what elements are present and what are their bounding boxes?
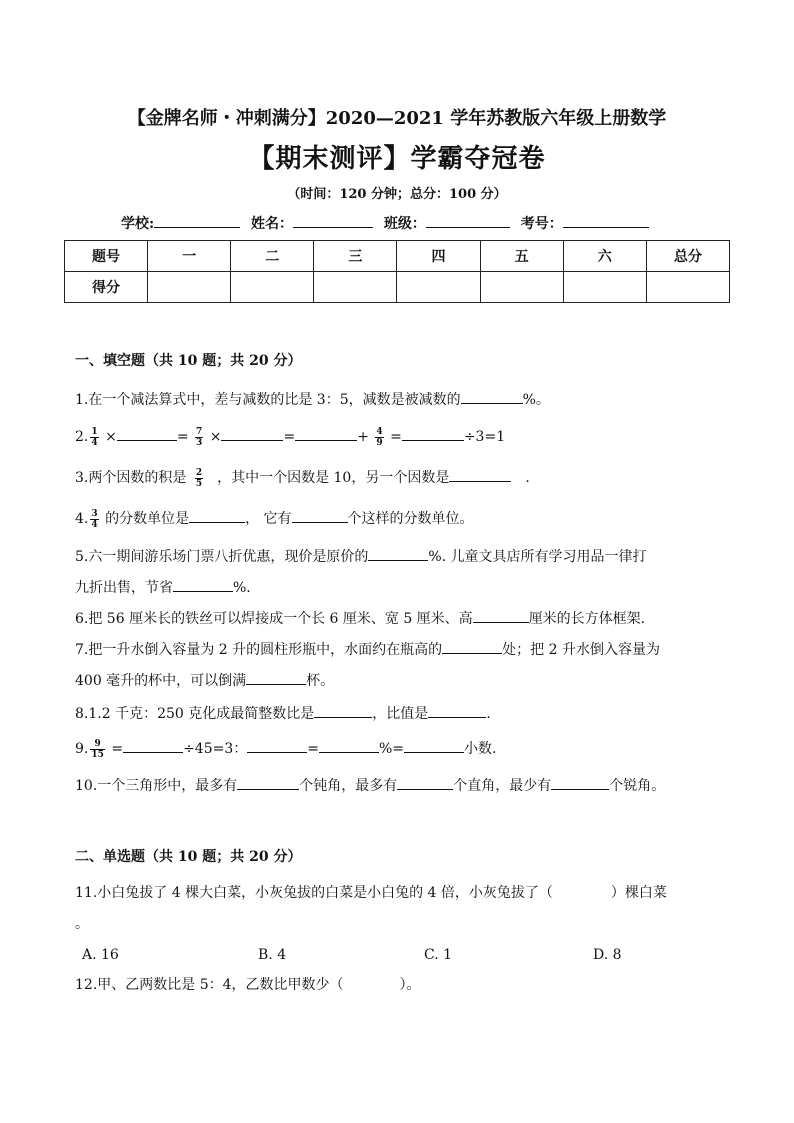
score-header-cell: 一 bbox=[148, 241, 231, 272]
score-cell[interactable] bbox=[646, 272, 729, 303]
q4-text: 的分数单位是 bbox=[105, 511, 190, 527]
q3-text-end: . bbox=[525, 470, 530, 486]
answer-blank[interactable] bbox=[473, 607, 529, 623]
fraction-denominator: 4 bbox=[91, 437, 98, 448]
q5-text: 九折出售，节省 bbox=[75, 580, 173, 596]
option-b[interactable]: B. 4 bbox=[258, 947, 287, 963]
question-3 bbox=[75, 466, 530, 489]
exam-meta: （时间：120 分钟；总分：100 分） bbox=[287, 187, 507, 202]
score-cell[interactable] bbox=[563, 272, 646, 303]
answer-blank[interactable] bbox=[246, 669, 306, 685]
answer-blank[interactable] bbox=[319, 737, 379, 753]
question-12 bbox=[75, 975, 421, 995]
school-field[interactable] bbox=[154, 213, 240, 228]
class-field[interactable] bbox=[426, 213, 510, 228]
question-4 bbox=[75, 507, 474, 530]
answer-blank[interactable] bbox=[173, 576, 233, 592]
question-8 bbox=[75, 702, 491, 724]
q9-text-end: 小数. bbox=[464, 741, 497, 757]
exam-title: 【期末测评】学霸夺冠卷 bbox=[248, 144, 546, 174]
fraction-denominator: 4 bbox=[91, 519, 98, 530]
question-10 bbox=[75, 774, 665, 796]
fraction-numerator: 3 bbox=[91, 508, 98, 519]
option-a[interactable]: A. 16 bbox=[82, 947, 119, 963]
fraction-numerator: 9 bbox=[90, 739, 105, 750]
q2-text-end: ÷3=1 bbox=[463, 429, 506, 445]
question-7-line-2 bbox=[75, 669, 334, 691]
fraction-denominator: 3 bbox=[196, 437, 203, 448]
score-cell[interactable] bbox=[231, 272, 314, 303]
fraction bbox=[90, 509, 98, 530]
question-9 bbox=[75, 737, 497, 760]
score-header-cell: 二 bbox=[231, 241, 314, 272]
student-info-line bbox=[121, 213, 649, 233]
q9-text: ÷45=3： bbox=[183, 741, 248, 757]
answer-blank[interactable] bbox=[189, 507, 245, 523]
q2-operator: × bbox=[105, 429, 117, 445]
q10-text: 个钝角，最多有 bbox=[299, 778, 398, 794]
score-header-cell: 三 bbox=[314, 241, 397, 272]
q5-text: 5.六一期间游乐场门票八折优惠，现价是原价的 bbox=[75, 549, 369, 565]
answer-blank[interactable] bbox=[461, 388, 523, 404]
q4-text-end: 个这样的分数单位。 bbox=[347, 511, 474, 527]
score-table bbox=[64, 240, 730, 303]
fraction bbox=[90, 427, 98, 448]
answer-blank[interactable] bbox=[123, 737, 183, 753]
q3-text: 3.两个因数的积是 bbox=[75, 470, 187, 486]
score-header-cell: 四 bbox=[397, 241, 480, 272]
fraction-denominator: 5 bbox=[195, 478, 203, 489]
q11-text: 11.小白兔拔了 4 棵大白菜，小灰兔拔的白菜是小白兔的 4 倍，小灰兔拔了（ bbox=[75, 885, 553, 901]
class-label: 班级： bbox=[383, 216, 426, 232]
q9-number: 9. bbox=[75, 741, 89, 757]
q6-text: 6.把 56 厘米长的铁丝可以焊接成一个长 6 厘米、宽 5 厘米、高 bbox=[75, 611, 473, 627]
fraction bbox=[195, 468, 203, 489]
q9-text: %= bbox=[379, 741, 405, 757]
score-header-cell: 六 bbox=[563, 241, 646, 272]
school-label: 学校: bbox=[121, 216, 155, 232]
answer-blank[interactable] bbox=[428, 702, 486, 718]
question-6 bbox=[75, 607, 645, 629]
series-title: 【金牌名师・冲刺满分】2020—2021 学年苏教版六年级上册数学 bbox=[127, 108, 667, 129]
score-header-cell: 题号 bbox=[65, 241, 148, 272]
answer-blank[interactable] bbox=[117, 425, 177, 441]
q12-text: 12.甲、乙两数比是 5：4，乙数比甲数少（ bbox=[75, 977, 344, 993]
name-label: 姓名： bbox=[251, 216, 294, 232]
question-7 bbox=[75, 638, 660, 660]
score-row-label: 得分 bbox=[65, 272, 148, 303]
q10-text-end: 个锐角。 bbox=[609, 778, 666, 794]
q7-text: 7.把一升水倒入容量为 2 升的圆柱形瓶中，水面约在瓶高的 bbox=[75, 642, 443, 658]
q2-operator: × bbox=[209, 429, 222, 445]
answer-blank[interactable] bbox=[551, 774, 609, 790]
q7-text: 处；把 2 升水倒入容量为 bbox=[502, 642, 660, 658]
score-cell[interactable] bbox=[397, 272, 480, 303]
q8-text: 8.1.2 千克：250 克化成最简整数比是 bbox=[75, 706, 315, 722]
score-cell[interactable] bbox=[148, 272, 231, 303]
q1-text: 1.在一个减法算式中，差与减数的比是 3：5，减数是被减数的 bbox=[75, 392, 461, 408]
q7-text: 400 毫升的杯中，可以倒满 bbox=[75, 673, 247, 689]
score-table-header-row bbox=[65, 241, 730, 272]
fraction bbox=[195, 427, 203, 448]
q11-text: ）棵白菜 bbox=[610, 885, 667, 901]
q7-text-end: 杯。 bbox=[306, 673, 335, 689]
q2-operator: = bbox=[176, 429, 189, 445]
q3-text: ，其中一个因数是 10，另一个因数是 bbox=[217, 470, 450, 486]
q5-text: %. 儿童文具店所有学习用品一律打 bbox=[428, 549, 647, 565]
q8-text-end: . bbox=[486, 706, 491, 722]
answer-blank[interactable] bbox=[449, 466, 511, 482]
fraction-denominator: 15 bbox=[91, 749, 104, 760]
answer-blank[interactable] bbox=[402, 425, 464, 441]
fraction-numerator: 2 bbox=[195, 467, 203, 478]
fraction-denominator: 9 bbox=[376, 437, 383, 448]
question-11 bbox=[75, 883, 667, 903]
q8-text: ，比值是 bbox=[372, 706, 429, 722]
fraction bbox=[90, 739, 105, 760]
answer-blank[interactable] bbox=[247, 737, 307, 753]
q4-number: 4. bbox=[75, 511, 89, 527]
q1-text-end: %。 bbox=[522, 392, 550, 408]
score-cell[interactable] bbox=[314, 272, 397, 303]
option-c[interactable]: C. 1 bbox=[424, 947, 453, 963]
q2-number: 2. bbox=[75, 429, 89, 445]
score-cell[interactable] bbox=[480, 272, 563, 303]
score-header-cell: 总分 bbox=[646, 241, 729, 272]
score-header-cell: 五 bbox=[480, 241, 563, 272]
answer-blank[interactable] bbox=[295, 425, 357, 441]
answer-blank[interactable] bbox=[237, 774, 299, 790]
answer-blank[interactable] bbox=[397, 774, 453, 790]
q9-text: = bbox=[307, 741, 319, 757]
q2-operator: + bbox=[357, 429, 369, 445]
q5-text-end: %. bbox=[233, 580, 251, 596]
q6-text-end: 厘米的长方体框架. bbox=[528, 611, 646, 627]
answer-blank[interactable] bbox=[404, 737, 464, 753]
option-d[interactable]: D. 8 bbox=[593, 947, 622, 963]
q10-text: 10.一个三角形中，最多有 bbox=[75, 778, 238, 794]
question-11-line-2: 。 bbox=[75, 916, 89, 932]
fraction-numerator: 4 bbox=[376, 426, 383, 437]
name-field[interactable] bbox=[293, 213, 373, 228]
q2-operator: = bbox=[390, 429, 402, 445]
fraction bbox=[375, 427, 383, 448]
answer-blank[interactable] bbox=[292, 507, 348, 523]
answer-blank[interactable] bbox=[314, 702, 372, 718]
score-table-score-row bbox=[65, 272, 730, 303]
question-5 bbox=[75, 545, 647, 567]
q2-operator: = bbox=[283, 429, 296, 445]
exam-number-field[interactable] bbox=[563, 213, 649, 228]
q9-text: = bbox=[111, 741, 124, 757]
section-heading-choice: 二、单选题（共 10 题；共 20 分） bbox=[75, 849, 302, 865]
q12-text-end: ）。 bbox=[399, 977, 421, 993]
fraction-numerator: 7 bbox=[196, 426, 203, 437]
question-2 bbox=[75, 425, 505, 448]
exam-number-label: 考号： bbox=[520, 216, 563, 232]
question-5-line-2 bbox=[75, 576, 251, 598]
answer-blank[interactable] bbox=[368, 545, 428, 561]
answer-blank[interactable] bbox=[221, 425, 283, 441]
q10-text: 个直角，最少有 bbox=[453, 778, 552, 794]
question-1 bbox=[75, 388, 550, 410]
q4-text: ， 它有 bbox=[245, 511, 292, 527]
fraction-numerator: 1 bbox=[91, 426, 98, 437]
answer-blank[interactable] bbox=[442, 638, 502, 654]
section-heading-fill: 一、填空题（共 10 题；共 20 分） bbox=[75, 353, 302, 369]
